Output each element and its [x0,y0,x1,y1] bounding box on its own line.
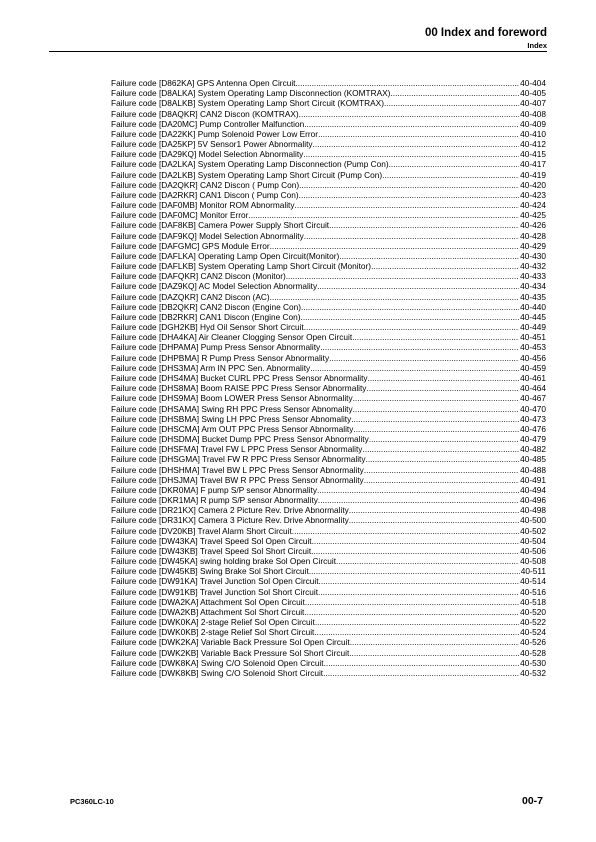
dot-leader [301,312,520,322]
index-entry[interactable] [111,648,546,658]
index-entry-page: 40-449 [520,322,546,333]
index-entry-page: 40-440 [520,301,546,312]
dot-leader [318,587,519,597]
index-entry[interactable] [111,261,546,271]
index-entry[interactable] [111,597,546,607]
index-entry-page: 40-482 [520,444,546,455]
index-entry-title: Failure code [DAZ9KQ] AC Model Selection Abnormality [111,281,318,292]
index-entry-title: Failure code [DKR1MA] R pump S/P sensor Abnormality [111,495,318,506]
index-entry[interactable] [111,88,546,98]
index-entry[interactable] [111,526,546,536]
index-entry-title: Failure code [DHSFMA] Travel FW L PPC Press Sensor Abnormality [111,444,363,455]
index-entry-title: Failure code [DB2RKR] CAN1 Discon (Engine Con) [111,311,301,322]
dot-leader [315,617,519,627]
index-entry-title: Failure code [DHPAMA] Pump Press Sensor Abnormality [111,342,321,353]
index-entry[interactable] [111,322,546,332]
index-entry-title: Failure code [DHSJMA] Travel BW R PPC Press Sensor Abnormality [111,474,364,485]
index-entry-page: 40-494 [520,484,546,495]
index-entry-page: 40-424 [520,200,546,211]
index-entry[interactable] [111,149,546,159]
index-entry[interactable] [111,200,546,210]
dot-leader [310,363,519,373]
index-entry-page: 40-412 [520,139,546,150]
index-entry-title: Failure code [DA20MC] Pump Controller Malfunction [111,118,305,129]
index-entry-title: Failure code [DR21KX] Camera 2 Picture Rev. Drive Abnormality [111,505,349,516]
dot-leader [349,505,519,515]
index-entry-page: 40-502 [520,525,546,536]
dot-leader [318,129,519,139]
index-entry[interactable] [111,424,546,434]
dot-leader [384,98,519,108]
index-entry-page: 40-518 [520,596,546,607]
index-entry-page: 40-520 [520,606,546,617]
index-entry-page: 40-435 [520,291,546,302]
index-entry-title: Failure code [DAFGMC] GPS Module Error [111,240,270,251]
index-entry-page: 40-404 [520,78,546,88]
index-entry[interactable] [111,576,546,586]
index-entry-title: Failure code [D8ALKB] System Operating Lamp Short Circuit (KOMTRAX) [111,98,384,109]
index-entry-page: 40-504 [520,535,546,546]
index-entry-title: Failure code [DA2QKR] CAN2 Discon ( Pump Con) [111,179,300,190]
index-entry-page: 40-498 [520,505,546,516]
index-entry[interactable] [111,231,546,241]
index-entry-page: 40-467 [520,393,546,404]
index-entry-page: 40-417 [520,159,546,170]
index-entry-title: Failure code [DWK8KB] Swing C/O Solenoid Short Circuit [111,667,324,678]
dot-leader [336,556,519,566]
index-entry-title: Failure code [DW91KA] Travel Junction Sol Open Circuit [111,576,319,587]
dot-leader [364,475,519,485]
index-entry-page: 40-464 [520,383,546,394]
index-entry-title: Failure code [DR31KX] Camera 3 Picture Rev. Drive Abnormality [111,515,349,526]
index-entry-title: Failure code [DHS9MA] Boom LOWER Press Sensor Abnormality [111,393,353,404]
index-entry-page: 40-423 [520,189,546,200]
index-entry-page: 40-500 [520,515,546,526]
dot-leader [382,170,519,180]
index-entry-title: Failure code [DV20KB] Travel Alarm Short Circuit [111,525,292,536]
dot-leader [353,393,520,403]
index-entry[interactable] [111,668,546,678]
index-entry-page: 40-461 [520,372,546,383]
index-entry[interactable] [111,139,546,149]
dot-leader [299,180,519,190]
dot-leader [270,292,520,302]
dot-leader [353,404,520,414]
dot-leader [311,546,519,556]
index-entry-page: 40-456 [520,352,546,363]
index-entry-title: Failure code [DAZQKR] CAN2 Discon (AC) [111,291,270,302]
dot-leader [248,210,519,220]
dot-leader [299,109,520,119]
index-entry[interactable] [111,180,546,190]
index-entry[interactable] [111,465,546,475]
index-entry[interactable] [111,271,546,281]
index-entry[interactable] [111,373,546,383]
index-entry-title: Failure code [DB2QKR] CAN2 Discon (Engine Con) [111,301,301,312]
index-entry-title: Failure code [DHS4MA] Bucket CURL PPC Press Sensor Abnormality [111,372,368,383]
index-entry-page: 40-524 [520,627,546,638]
index-entry-page: 40-419 [520,169,546,180]
index-entry-title: Failure code [DWK8KA] Swing C/O Solenoid Open Circuit [111,657,324,668]
index-entry-page: 40-491 [520,474,546,485]
index-entry-page: 40-425 [520,210,546,221]
index-entry[interactable] [111,251,546,261]
index-entry-title: Failure code [DAF8KB] Camera Power Supply Short Circuit [111,220,330,231]
index-entry-title: Failure code [DWK0KB] 2-stage Relief Sol Short Circuit [111,627,315,638]
index-entry-title: Failure code [DHSAMA] Swing RH PPC Press Sensor Abnomality [111,403,353,414]
index-entry-page: 40-530 [520,657,546,668]
dot-leader [303,149,519,159]
dot-leader [318,495,519,505]
header-rule [49,51,547,52]
index-entry-page: 40-506 [520,545,546,556]
index-entry-title: Failure code [DA2LKA] System Operating Lamp Disconnection (Pump Con) [111,159,389,170]
index-entry[interactable] [111,495,546,505]
index-entry-title: Failure code [DHSBMA] Swing LH PPC Press Sensor Abnomality [111,413,352,424]
index-entry-title: Failure code [DWK2KA] Variable Back Pressure Sol Open Circuit [111,637,350,648]
dot-leader [364,465,519,475]
dot-leader [329,353,519,363]
section-subtitle: Index [527,41,547,50]
dot-leader [299,190,519,200]
index-entry-title: Failure code [DW43KA] Travel Speed Sol Open Circuit [111,535,312,546]
index-entry[interactable] [111,190,546,200]
dot-leader [304,607,519,617]
index-entry-title: Failure code [D8ALKA] System Operating Lamp Disconnection (KOMTRAX) [111,88,391,99]
index-entry-title: Failure code [DWA2KA] Attachment Sol Open Circuit [111,596,305,607]
index-entry[interactable] [111,434,546,444]
index-entry[interactable] [111,414,546,424]
index-entry[interactable] [111,109,546,119]
index-entry-page: 40-526 [520,637,546,648]
index-entry[interactable] [111,281,546,291]
index-entry[interactable] [111,566,546,576]
footer-page-number: 00-7 [521,795,543,807]
index-entry-title: Failure code [D8AQKR] CAN2 Discon (KOMTRAX) [111,108,299,119]
index-entry[interactable] [111,444,546,454]
index-list [111,78,546,678]
section-title: 00 Index and foreword [424,27,547,39]
dot-leader [286,271,519,281]
index-entry[interactable] [111,332,546,342]
index-entry-page: 40-488 [520,464,546,475]
index-entry[interactable] [111,536,546,546]
index-entry-page: 40-473 [520,413,546,424]
dot-leader [270,241,520,251]
index-entry[interactable] [111,587,546,597]
index-entry[interactable] [111,546,546,556]
dot-leader [368,373,520,383]
index-entry[interactable] [111,404,546,414]
dot-leader [317,485,519,495]
index-entry-title: Failure code [DA25KP] 5V Sensor1 Power Abnormality [111,139,313,150]
index-entry[interactable] [111,159,546,169]
index-entry[interactable] [111,607,546,617]
dot-leader [369,434,519,444]
index-entry-page: 40-415 [520,149,546,160]
index-entry-title: Failure code [DA22KK] Pump Solenoid Power Low Error [111,128,319,139]
index-entry-title: Failure code [DHSDMA] Bucket Dump PPC Press Sensor Abnormality [111,434,369,445]
index-entry-title: Failure code [DHSGMA] Travel FW R PPC Press Sensor Abnormality [111,454,366,465]
index-entry[interactable] [111,353,546,363]
index-entry-title: Failure code [D862KA] GPS Antenna Open Circuit [111,78,296,88]
dot-leader [320,342,519,352]
index-entry-title: Failure code [DHSHMA] Travel BW L PPC Press Sensor Abnormality [111,464,364,475]
index-entry[interactable] [111,505,546,515]
index-entry[interactable] [111,617,546,627]
index-entry[interactable] [111,292,546,302]
index-entry[interactable] [111,119,546,129]
index-entry[interactable] [111,342,546,352]
index-entry[interactable] [111,475,546,485]
index-entry-page: 40-496 [520,495,546,506]
index-entry-title: Failure code [DAF0MC] Monitor Error [111,210,249,221]
index-entry-page: 40-432 [520,261,546,272]
index-entry[interactable] [111,515,546,525]
index-entry-page: 40-445 [520,311,546,322]
index-entry-title: Failure code [DAFLKA] Operating Lamp Open Circuit(Monitor) [111,250,340,261]
index-entry[interactable] [111,312,546,322]
dot-leader [362,444,519,454]
dot-leader [324,658,520,668]
index-entry[interactable] [111,210,546,220]
index-entry-title: Failure code [DWK0KA] 2-stage Relief Sol Open Circuit [111,617,315,628]
index-entry-page: 40-476 [520,423,546,434]
index-entry-page: 40-408 [520,108,546,119]
index-entry-title: Failure code [DW45KA] swing holding brake Sol Open Circuit [111,556,337,567]
footer-model: PC360LC-10 [70,797,114,806]
index-entry-page: 40-433 [520,271,546,282]
index-entry-title: Failure code [DA2LKB] System Operating Lamp Short Circuit (Pump Con) [111,169,383,180]
index-entry-page: 40-528 [520,647,546,658]
dot-leader [390,88,519,98]
index-entry-page: 40-434 [520,281,546,292]
index-entry-title: Failure code [DW45KB] Swing Brake Sol Short Circuit [111,566,309,577]
index-entry-page: 40-410 [520,128,546,139]
index-entry-title: Failure code [DW91KB] Travel Junction Sol Short Circuit [111,586,319,597]
index-entry-page: 40-409 [520,118,546,129]
index-entry[interactable] [111,658,546,668]
dot-leader [329,220,519,230]
index-entry-title: Failure code [DA29KQ] Model Selection Abnormality [111,149,304,160]
dot-leader [366,454,520,464]
dot-leader [304,231,519,241]
dot-leader [352,332,519,342]
index-entry-page: 40-426 [520,220,546,231]
dot-leader [304,322,519,332]
index-entry[interactable] [111,454,546,464]
dot-leader [304,119,519,129]
dot-leader [339,251,519,261]
index-entry-title: Failure code [DWK2KB] Variable Back Pressure Sol Short Circuit [111,647,350,658]
index-entry-page: 40-429 [520,240,546,251]
dot-leader [319,576,520,586]
index-entry[interactable] [111,98,546,108]
index-entry-title: Failure code [DAF0MB] Monitor ROM Abnormality [111,200,295,211]
dot-leader [350,637,519,647]
index-entry-page: 40-430 [520,250,546,261]
index-entry[interactable] [111,302,546,312]
dot-leader [371,261,519,271]
dot-leader [301,302,519,312]
index-entry-title: Failure code [DAFLKB] System Operating Lamp Short Circuit (Monitor) [111,261,372,272]
dot-leader [366,383,519,393]
index-entry-page: 40-514 [520,576,546,587]
index-entry-title: Failure code [DAFQKR] CAN2 Discon (Monitor) [111,271,286,282]
index-entry-page: 40-485 [520,454,546,465]
index-entry-page: 40-516 [520,586,546,597]
index-entry-page: 40-428 [520,230,546,241]
index-entry[interactable] [111,78,546,88]
index-entry-title: Failure code [DKR0MA] F pump S/P sensor Abnormality [111,484,317,495]
dot-leader [312,536,520,546]
index-entry-page: 40-508 [520,556,546,567]
index-entry[interactable] [111,220,546,230]
dot-leader [295,78,519,88]
index-entry-title: Failure code [DAF9KQ] Model Selection Abnormality [111,230,304,241]
index-entry-title: Failure code [DHS8MA] Boom RAISE PPC Press Sensor Abnormality [111,383,367,394]
index-entry-title: Failure code [DHA4KA] Air Cleaner Clogging Sensor Open Circuit [111,332,353,343]
index-entry[interactable] [111,129,546,139]
dot-leader [389,159,520,169]
index-entry-page: 40-532 [520,667,546,678]
index-entry-title: Failure code [DWA2KB] Attachment Sol Short Circuit [111,606,305,617]
index-entry-title: Failure code [DHSCMA] Arm OUT PPC Press Sensor Abnormality [111,423,354,434]
index-entry-title: Failure code [DHS3MA] Arm IN PPC Sen. Abnormality [111,362,311,373]
dot-leader [292,526,519,536]
index-entry[interactable] [111,637,546,647]
index-entry-title: Failure code [DW43KB] Travel Speed Sol Short Circuit [111,545,312,556]
index-entry[interactable] [111,556,546,566]
dot-leader [313,139,520,149]
index-entry[interactable] [111,393,546,403]
index-entry-page: 40-405 [520,88,546,99]
dot-leader [353,424,519,434]
index-entry-page: 40-459 [520,362,546,373]
index-entry-page: 40-522 [520,617,546,628]
index-entry-title: Failure code [DHPBMA] R Pump Press Sensor Abnormality [111,352,330,363]
dot-leader [295,200,520,210]
index-entry-page: 40-511 [520,566,546,577]
index-entry-title: Failure code [DA2RKR] CAN1 Discon ( Pump Con) [111,189,299,200]
index-entry-page: 40-479 [520,434,546,445]
index-entry-page: 40-470 [520,403,546,414]
index-entry-page: 40-451 [520,332,546,343]
index-entry[interactable] [111,383,546,393]
dot-leader [305,597,519,607]
dot-leader [317,281,519,291]
dot-leader [349,515,519,525]
index-entry-page: 40-420 [520,179,546,190]
index-entry[interactable] [111,170,546,180]
index-entry-page: 40-407 [520,98,546,109]
dot-leader [351,414,519,424]
dot-leader [323,668,519,678]
dot-leader [309,566,520,576]
dot-leader [314,627,519,637]
index-entry-page: 40-453 [520,342,546,353]
index-entry[interactable] [111,485,546,495]
index-entry[interactable] [111,627,546,637]
index-entry[interactable] [111,363,546,373]
index-entry-title: Failure code [DGH2KB] Hyd Oil Sensor Short Circuit [111,322,304,333]
dot-leader [349,648,519,658]
index-entry[interactable] [111,241,546,251]
